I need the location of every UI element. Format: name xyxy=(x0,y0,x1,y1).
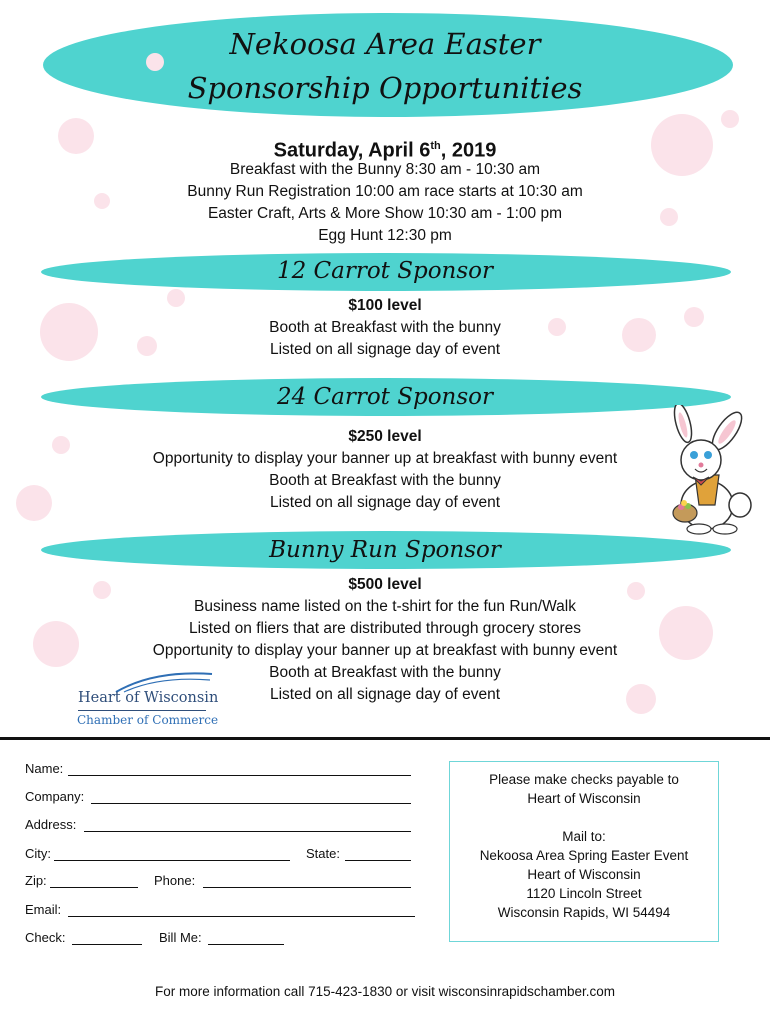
event-date: Saturday, April 6th, 2019 xyxy=(273,139,497,162)
state-field[interactable] xyxy=(345,860,411,861)
sponsor-benefit: Opportunity to display your banner up at breakfast with bunny event xyxy=(152,450,618,467)
bill-me-label: Bill Me: xyxy=(159,930,202,945)
payment-info-box xyxy=(449,761,719,942)
schedule-item: Bunny Run Registration 10:00 am race starts at 10:30 am xyxy=(187,183,583,200)
sponsor-benefit: Listed on fliers that are distributed through grocery stores xyxy=(188,620,581,637)
phone-label: Phone: xyxy=(154,873,196,888)
name-label: Name: xyxy=(25,761,64,776)
address-label: Address: xyxy=(25,817,77,832)
sponsor-benefit: Listed on all signage day of event xyxy=(269,686,501,703)
footer-info: For more information call 715-423-1830 or visit wisconsinrapidschamber.com xyxy=(155,984,615,999)
sponsor-title: Bunny Run Sponsor xyxy=(269,537,501,563)
sponsor-title: 24 Carrot Sponsor xyxy=(276,384,494,410)
logo-line-2: Chamber of Commerce xyxy=(77,713,219,727)
mail-city-state-zip: Wisconsin Rapids, WI 54494 xyxy=(497,905,671,920)
payable-name: Heart of Wisconsin xyxy=(527,791,641,806)
title-line-1: Nekoosa Area Easter xyxy=(229,27,541,61)
section-divider xyxy=(0,737,770,740)
schedule-item: Easter Craft, Arts & More Show 10:30 am - 1:00 pm xyxy=(207,205,563,222)
sponsor-benefit: Booth at Breakfast with the bunny xyxy=(269,319,501,336)
company-label: Company: xyxy=(25,789,85,804)
title-line-2: Sponsorship Opportunities xyxy=(187,71,583,105)
phone-field[interactable] xyxy=(203,887,411,888)
bill-me-field[interactable] xyxy=(208,944,284,945)
email-field[interactable] xyxy=(68,916,415,917)
sponsor-level: $250 level xyxy=(348,428,422,445)
name-field[interactable] xyxy=(68,775,411,776)
sponsor-benefit: Opportunity to display your banner up at breakfast with bunny event xyxy=(152,642,618,659)
city-field[interactable] xyxy=(54,860,290,861)
sponsor-benefit: Booth at Breakfast with the bunny xyxy=(269,472,501,489)
state-label: State: xyxy=(306,846,340,861)
bunny-illustration xyxy=(655,405,755,535)
sponsor-benefit: Business name listed on the t-shirt for the fun Run/Walk xyxy=(194,598,576,615)
zip-field[interactable] xyxy=(50,887,138,888)
logo-line-1: Heart of Wisconsin xyxy=(78,690,219,706)
sponsor-level: $100 level xyxy=(348,297,422,314)
check-field[interactable] xyxy=(72,944,142,945)
sponsor-level: $500 level xyxy=(348,576,422,593)
city-label: City: xyxy=(25,846,51,861)
chamber-logo xyxy=(74,668,219,734)
mail-street: 1120 Lincoln Street xyxy=(526,886,642,901)
sponsor-benefit: Booth at Breakfast with the bunny xyxy=(269,664,501,681)
sponsor-benefit: Listed on all signage day of event xyxy=(269,341,501,358)
payable-line: Please make checks payable to xyxy=(489,772,679,787)
check-label: Check: xyxy=(25,930,66,945)
mail-to-label: Mail to: xyxy=(562,829,606,844)
schedule-item: Egg Hunt 12:30 pm xyxy=(318,227,452,244)
mail-event-name: Nekoosa Area Spring Easter Event xyxy=(479,848,689,863)
email-label: Email: xyxy=(25,902,62,917)
address-field[interactable] xyxy=(84,831,411,832)
mail-org-name: Heart of Wisconsin xyxy=(527,867,641,882)
company-field[interactable] xyxy=(91,803,411,804)
zip-label: Zip: xyxy=(25,873,47,888)
schedule-item: Breakfast with the Bunny 8:30 am - 10:30 am xyxy=(229,161,541,178)
sponsor-title: 12 Carrot Sponsor xyxy=(276,258,494,284)
sponsor-benefit: Listed on all signage day of event xyxy=(269,494,501,511)
